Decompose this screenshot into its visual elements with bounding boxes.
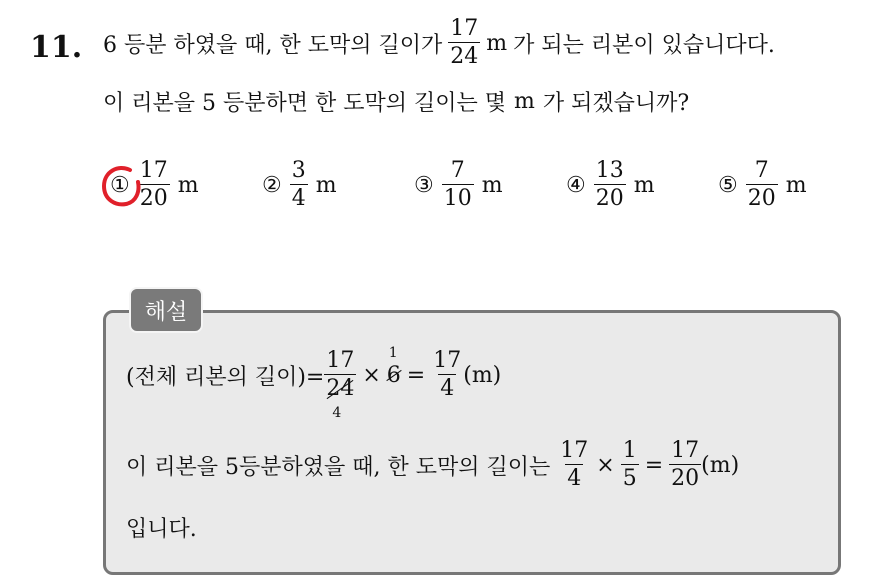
equals-sign: = <box>644 452 664 478</box>
fraction-numerator: 7 <box>754 158 769 183</box>
option-2[interactable] <box>262 160 337 210</box>
fraction-numerator: 7 <box>450 158 465 183</box>
option-3[interactable] <box>414 160 503 210</box>
unit-label: m <box>513 89 535 114</box>
fraction-numerator: 1 <box>622 438 637 463</box>
option-fraction <box>290 160 308 210</box>
question-text-1b: 가 되는 리본이 있습니다다. <box>513 32 775 58</box>
fraction-denominator: 4 <box>440 376 455 401</box>
fraction-denominator: 20 <box>747 186 776 211</box>
equals-sign: = <box>406 362 426 388</box>
option-marker: ⑤ <box>718 172 738 198</box>
question-text-1a: 6 등분 하였을 때, 한 도막의 길이가 <box>103 32 443 58</box>
question-number: 11. <box>30 30 83 65</box>
fraction-denominator: 4 <box>567 466 582 491</box>
question-text-2b: 가 되겠습니까? <box>542 91 690 116</box>
fraction-numerator: 17 <box>139 158 168 183</box>
fraction-denominator: 4 <box>291 186 306 211</box>
fraction-denominator: 5 <box>622 466 637 491</box>
unit-label: m <box>785 172 807 198</box>
solution-tag: 해설 <box>129 287 203 333</box>
struck-denominator: 24 <box>326 376 355 401</box>
reduced-denominator: 4 <box>332 405 342 421</box>
times-sign: × <box>362 362 381 388</box>
solution-fraction-2 <box>431 350 463 400</box>
option-marker: ③ <box>414 172 434 198</box>
fraction-numerator: 17 <box>560 438 589 463</box>
fraction-numerator: 3 <box>291 158 306 183</box>
unit-label: m <box>486 30 508 56</box>
fraction-denominator: 20 <box>139 186 168 211</box>
option-fraction <box>594 160 626 210</box>
fraction-numerator: 17 <box>671 438 700 463</box>
option-fraction <box>442 160 474 210</box>
struck-six <box>386 344 401 388</box>
fraction-denominator: 20 <box>595 186 624 211</box>
unit-label: m <box>633 172 655 198</box>
reduced-six: 1 <box>388 344 398 361</box>
solution-ending: 입니다. <box>126 517 197 542</box>
fraction-numerator: 17 <box>450 16 479 41</box>
option-marker: ④ <box>566 172 586 198</box>
fraction-numerator: 17 <box>326 348 355 373</box>
fraction-denominator: 10 <box>443 186 472 211</box>
six-value: 6 <box>386 362 401 388</box>
unit-paren: (m) <box>701 452 740 478</box>
unit-label: m <box>177 172 199 198</box>
solution-fraction-4 <box>621 440 639 490</box>
option-5[interactable] <box>718 160 807 210</box>
unit-paren: (m) <box>463 362 502 388</box>
question-text-2a: 이 리본을 5 등분하면 한 도막의 길이는 몇 <box>103 91 506 116</box>
question-line-1 <box>103 18 775 68</box>
fraction-denominator: 20 <box>671 466 700 491</box>
times-sign: × <box>596 452 615 478</box>
option-marker: ① <box>110 172 130 198</box>
solution-fraction-5 <box>669 440 701 490</box>
fraction-denominator: 24 <box>450 44 479 69</box>
unit-label: m <box>481 172 503 198</box>
question-fraction <box>448 18 480 68</box>
solution-fraction-1 <box>324 348 356 421</box>
solution-line-1 <box>126 344 502 421</box>
question-line-2 <box>103 86 689 117</box>
solution-label-1: (전체 리본의 길이)= <box>126 364 325 390</box>
solution-line-3 <box>126 512 197 543</box>
option-marker: ② <box>262 172 282 198</box>
solution-fraction-3 <box>558 440 590 490</box>
fraction-numerator: 17 <box>433 348 462 373</box>
selected-circle-mark <box>100 164 144 210</box>
option-4[interactable] <box>566 160 655 210</box>
unit-label: m <box>315 172 337 198</box>
fraction-numerator: 13 <box>595 158 624 183</box>
solution-line-2 <box>126 440 739 490</box>
option-fraction <box>746 160 778 210</box>
solution-label-2: 이 리본을 5등분하였을 때, 한 도막의 길이는 <box>126 454 551 480</box>
